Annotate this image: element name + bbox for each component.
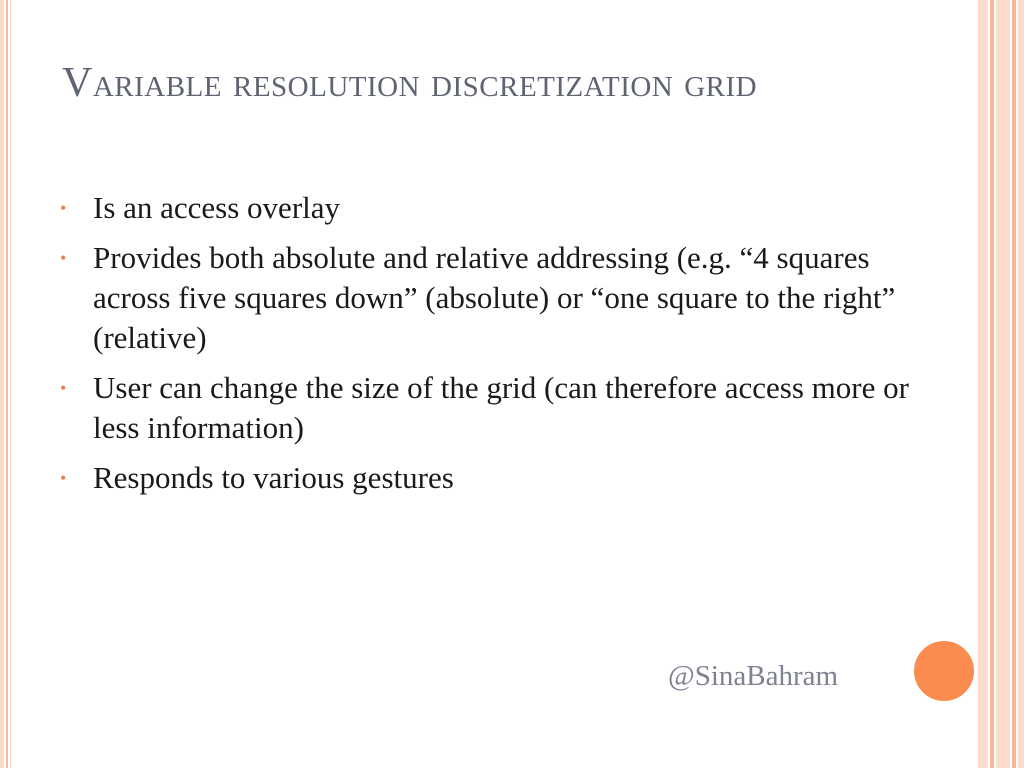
- bullet-list: [60, 188, 940, 508]
- left-border-line: [6, 0, 8, 768]
- bullet-text: Responds to various gestures: [93, 460, 454, 495]
- slide-title: Variable resolution discretization grid: [62, 60, 758, 106]
- bullet-item: [60, 188, 940, 228]
- bullet-icon: •: [60, 198, 67, 218]
- bullet-text: Provides both absolute and relative addressing (e.g. “4 squares across five squares down” (absolute) or “one square to the right” (relative): [93, 240, 896, 355]
- orange-circle-decoration: [914, 641, 974, 701]
- right-stripe: [1018, 0, 1024, 768]
- right-stripe: [1012, 0, 1016, 768]
- bullet-text: Is an access overlay: [93, 190, 341, 225]
- bullet-item: [60, 458, 940, 498]
- bullet-text: User can change the size of the grid (can therefore access more or less information): [93, 370, 909, 445]
- right-stripe: [978, 0, 988, 768]
- bullet-item: [60, 238, 940, 358]
- bullet-icon: •: [60, 468, 67, 488]
- left-border: [0, 0, 4, 768]
- bullet-icon: •: [60, 378, 67, 398]
- footer-handle: @SinaBahram: [668, 660, 839, 692]
- left-border-line-thin: [10, 0, 11, 768]
- bullet-icon: •: [60, 248, 67, 268]
- right-stripe: [990, 0, 994, 768]
- bullet-item: [60, 368, 940, 448]
- right-stripe: [996, 0, 1010, 768]
